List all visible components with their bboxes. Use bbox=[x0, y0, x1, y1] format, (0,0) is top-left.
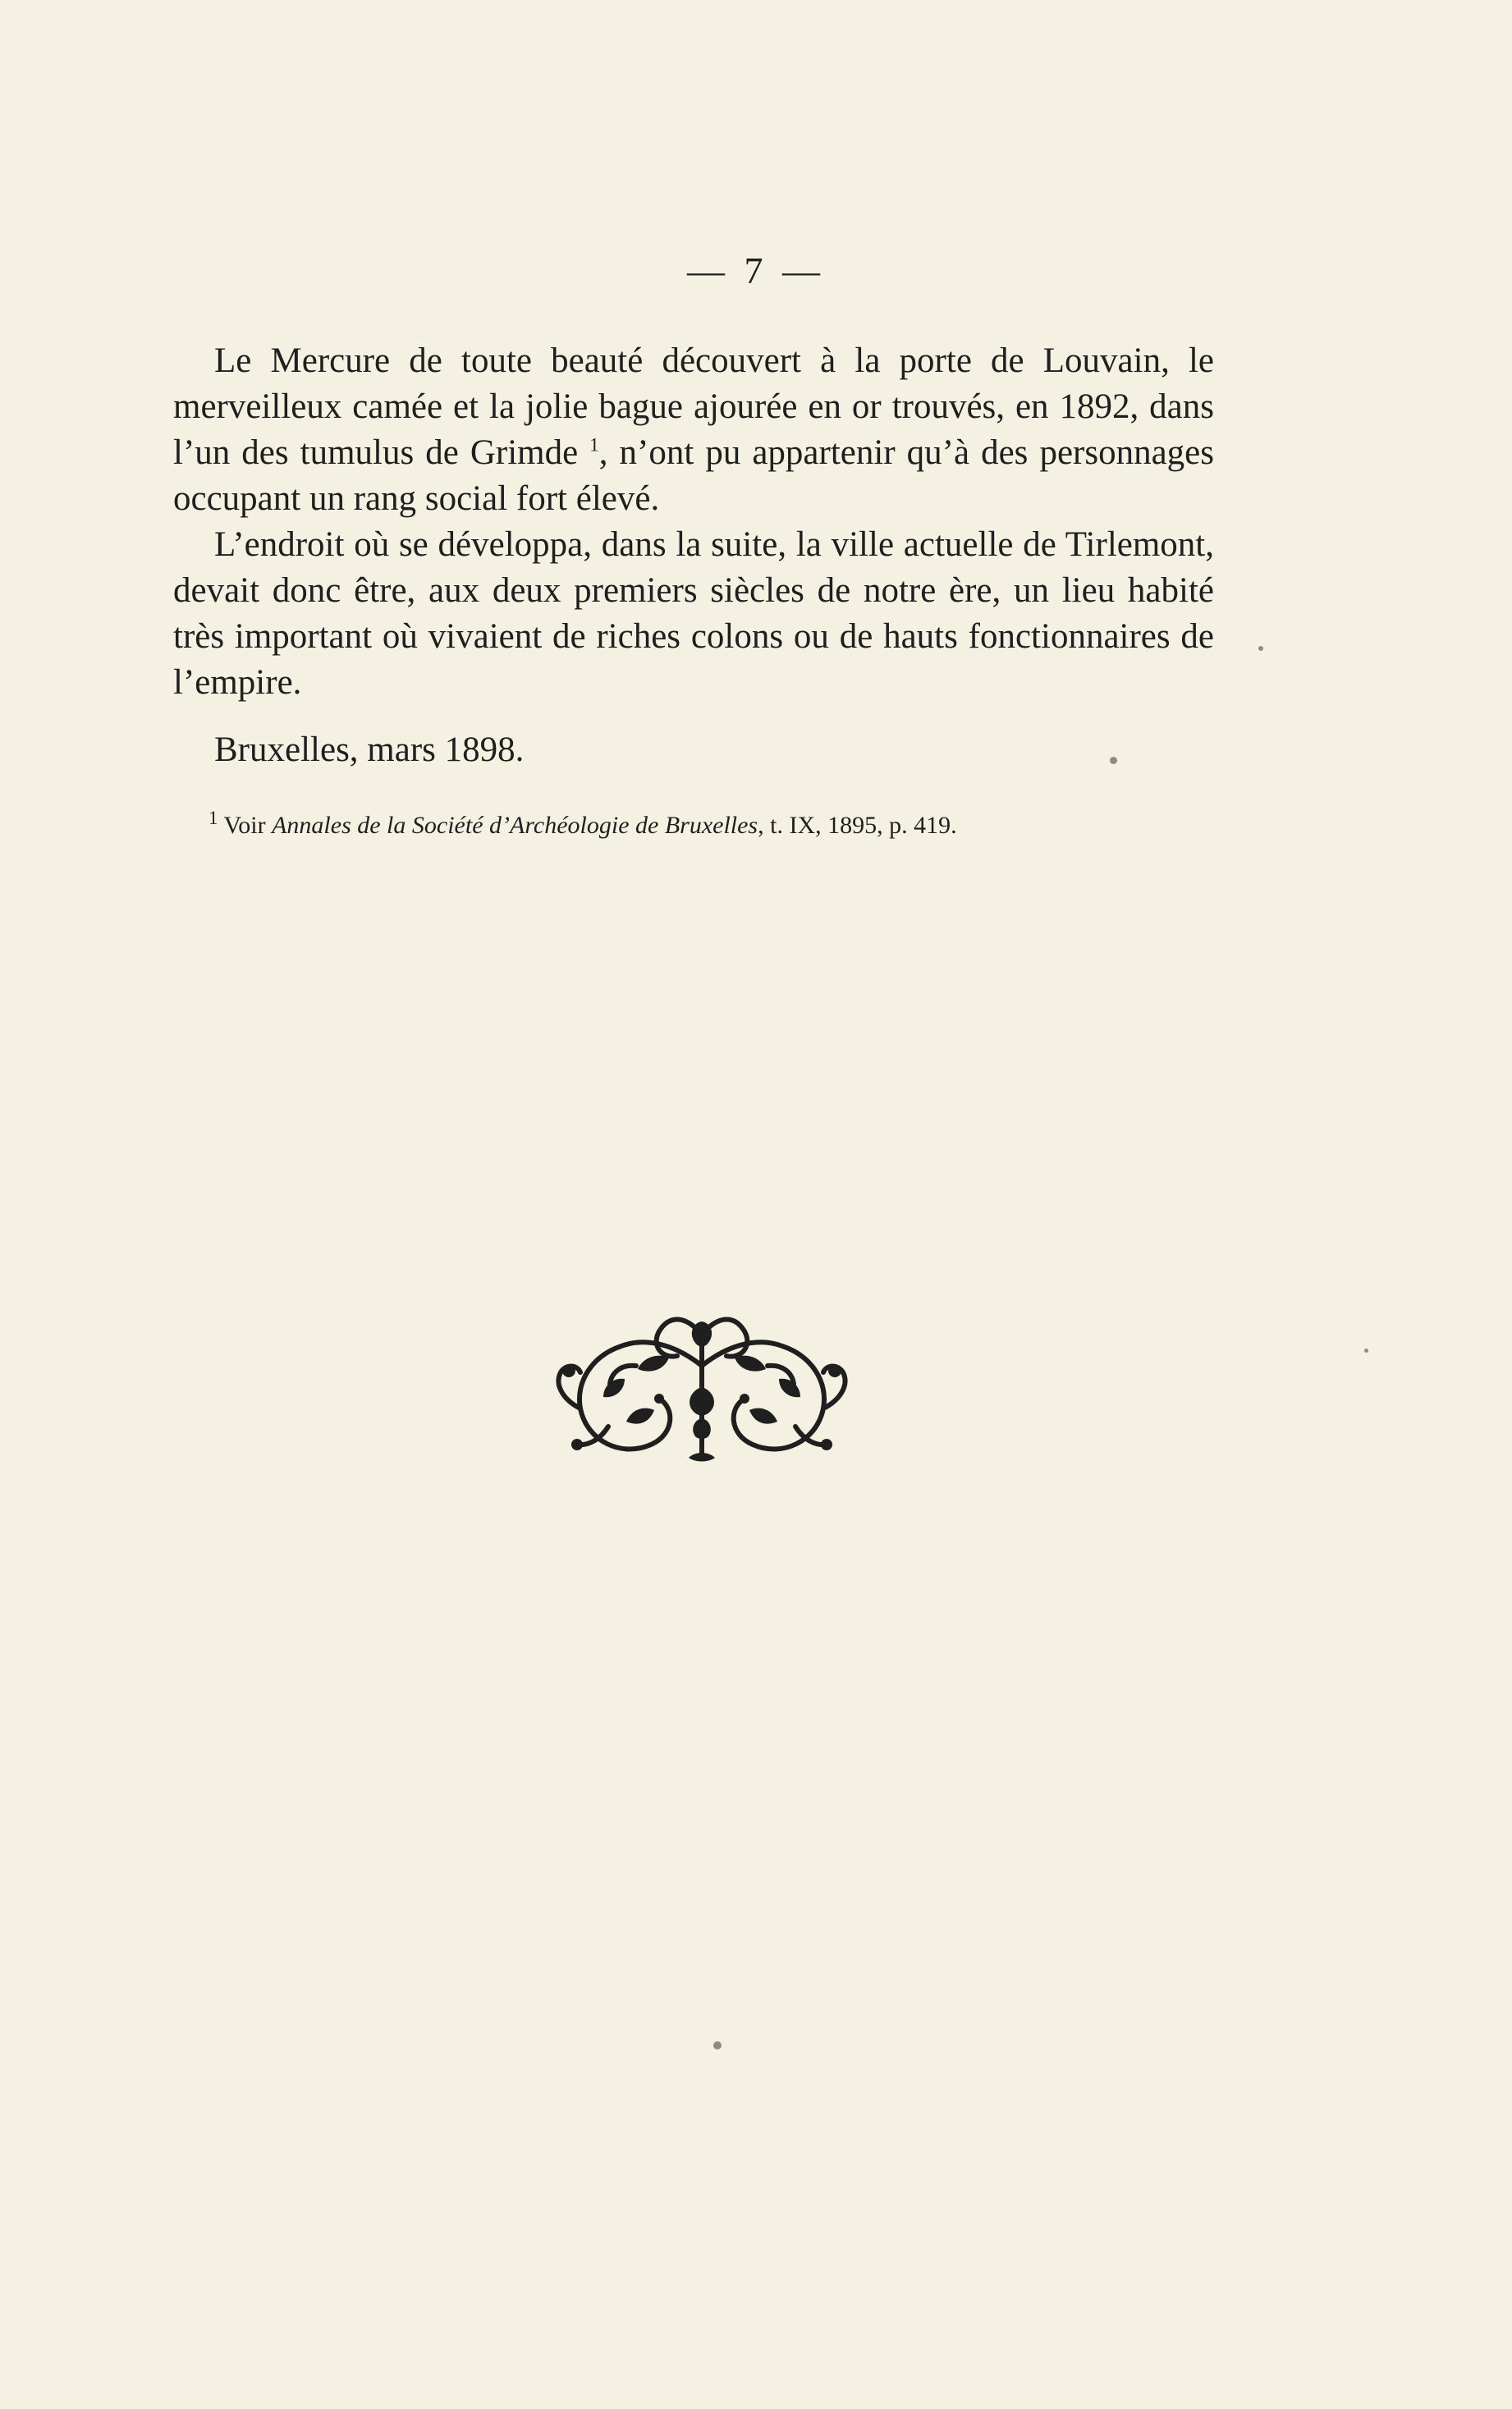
paper-speck bbox=[1258, 646, 1263, 651]
paper-speck bbox=[1364, 1349, 1368, 1353]
page-number: — 7 — bbox=[687, 250, 825, 291]
footnote-reference: 1 bbox=[589, 434, 599, 456]
footnote bbox=[173, 809, 1214, 842]
footnote-tail: , t. IX, 1895, p. 419. bbox=[758, 812, 957, 839]
footnote-lead: Voir bbox=[218, 812, 273, 839]
floral-tailpiece-icon bbox=[546, 1307, 858, 1472]
paragraph-1 bbox=[173, 338, 1214, 522]
paragraph-2: L’endroit où se développa, dans la suite, la ville actuelle de Tirlemont, devait donc être, aux deux premiers siècles de notre ère, un lieu habité très important où vivaient de riches colons ou de hauts fonctionnaires de l’empire. bbox=[173, 525, 1214, 702]
paper-speck bbox=[1110, 757, 1117, 764]
paragraph-1-text-a: Le Mercure de toute beauté découvert à la porte de Louvain, le merveilleux camée et la jolie bague ajourée en or trouvés, en 1892, dans l’un des tumulus de Grimde bbox=[173, 341, 1214, 472]
paragraph-1-text-b: , n’ont pu appartenir qu’à des personnages occupant un rang social fort élevé. bbox=[173, 433, 1214, 518]
footnote-title: Annales de la Société d’Archéologie de Bruxelles bbox=[272, 812, 758, 839]
footnote-mark: 1 bbox=[208, 808, 218, 828]
place-date-signoff: Bruxelles, mars 1898. bbox=[214, 730, 525, 769]
paper-speck bbox=[713, 2041, 722, 2049]
text-block bbox=[173, 338, 1214, 842]
